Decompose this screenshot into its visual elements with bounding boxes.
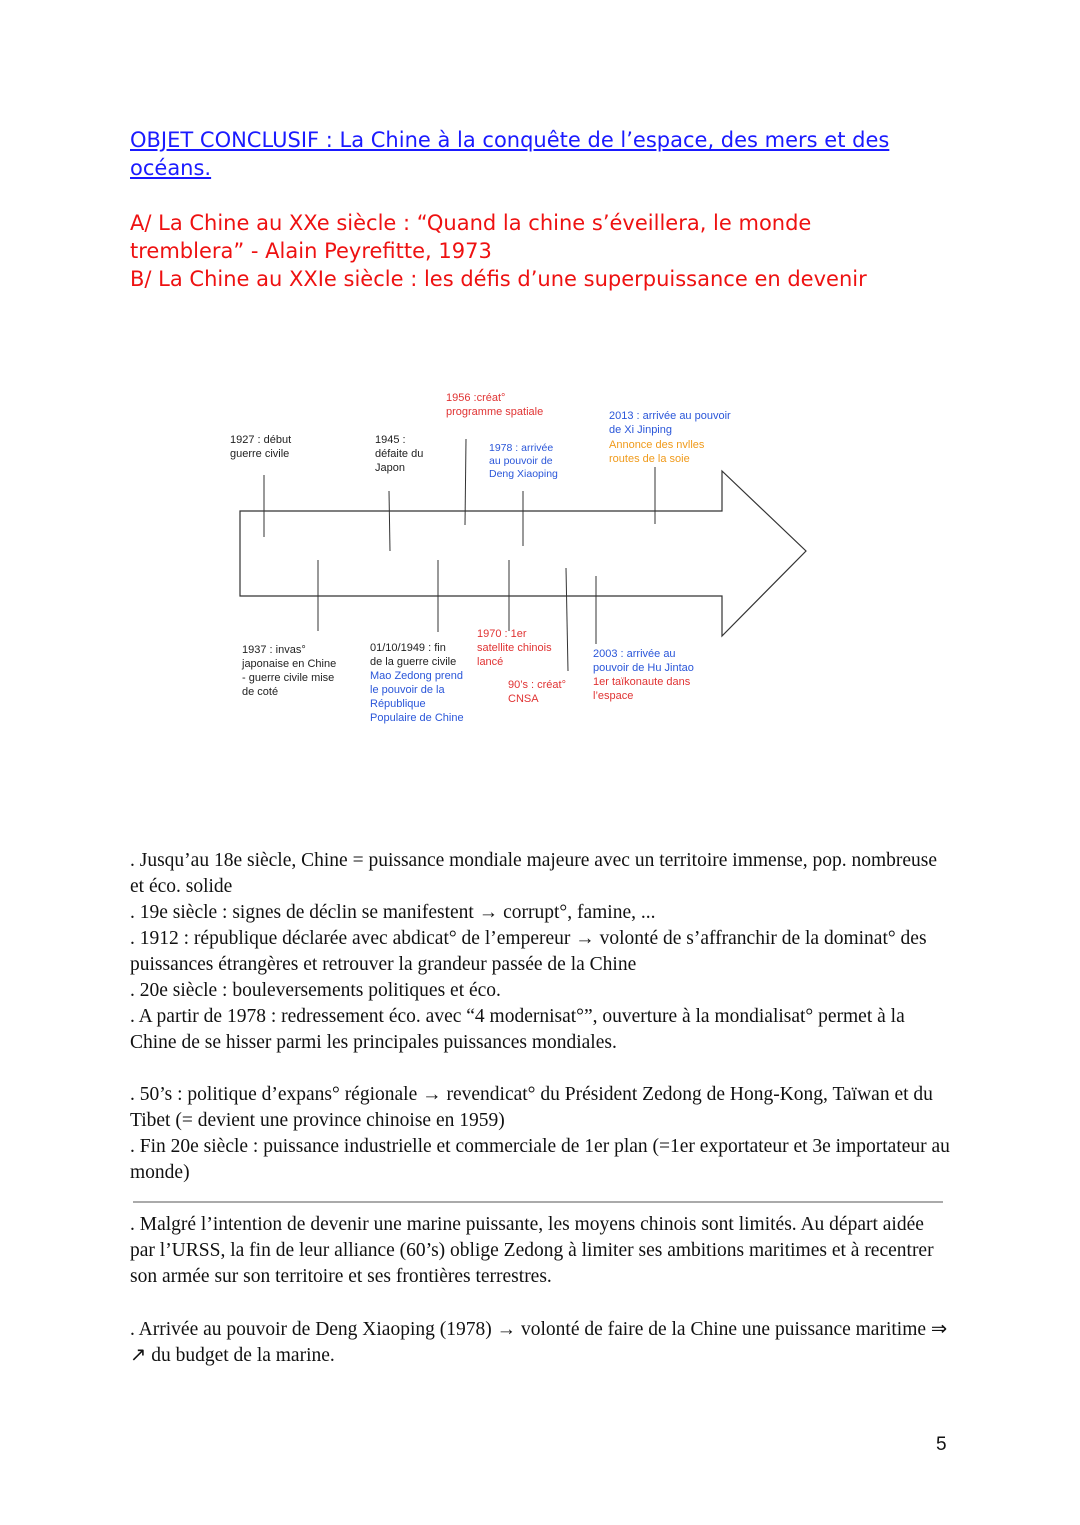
paragraph: . Fin 20e siècle : puissance industrielle et commerciale de 1er plan (=1er exportateur et 3e importateur au monde) [130, 1136, 950, 1183]
section-a-heading-line1: A/ La Chine au XXe siècle : “Quand la chine s’éveillera, le monde [130, 211, 812, 235]
paragraph: . 1912 : république déclarée avec abdicat° de l’empereur → volonté de s’affranchir de la dominat° des puissances étrangères et retrouver la grandeur passée de la Chine [130, 928, 927, 975]
text-block-expansion [130, 1082, 950, 1186]
event-1949-mao: Mao Zedong prend le pouvoir de la République Populaire de Chine [370, 670, 464, 724]
event-1970: 1970 : 1er satellite chinois lancé [477, 628, 552, 668]
event-1945: 1945 : défaite du Japon [375, 434, 424, 474]
tick-90s [566, 568, 568, 671]
page-title: OBJET CONCLUSIF : La Chine à la conquête de l’espace, des mers et des océans. [130, 128, 890, 180]
paragraph: . Malgré l’intention de devenir une marine puissante, les moyens chinois sont limités. Au départ aidée par l’URSS, la fin de leur alliance (60’s) oblige Zedong à limiter ses ambitions maritimes et à recentrer son armée sur son territoire et ses frontières terrestres. [130, 1214, 934, 1287]
section-b-heading: B/ La Chine au XXIe siècle : les défis d’une superpuissance en devenir [130, 267, 867, 291]
paragraph: . 19e siècle : signes de déclin se manifestent → corrupt°, famine, ... [130, 902, 656, 923]
paragraph: . Jusqu’au 18e siècle, Chine = puissance mondiale majeure avec un territoire immense, pop. nombreuse et éco. solide [130, 850, 938, 897]
event-1978: 1978 : arrivée au pouvoir de Deng Xiaoping [489, 442, 558, 480]
tick-1956 [465, 439, 466, 525]
section-headings [130, 209, 950, 293]
paragraph: . 50’s : politique d’expans° régionale → revendicat° du Président Zedong de Hong-Kong, Taïwan et du Tibet (= devient une province chinoise en 1959) [130, 1084, 933, 1131]
paragraph: . A partir de 1978 : redressement éco. avec “4 modernisat°”, ouverture à la mondialisat° permet à la Chine de se hisser parmi les principales puissances mondiales. [130, 1006, 905, 1053]
event-90s: 90’s : créat° CNSA [508, 679, 567, 705]
event-2013: 2013 : arrivée au pouvoir de Xi Jinping [609, 410, 731, 436]
event-2003-taikonaut: 1er taïkonaute dans l’espace [593, 676, 691, 702]
event-1937: 1937 : invas° japonaise en Chine - guerre civile mise de coté [242, 644, 337, 698]
horizontal-divider [133, 1201, 943, 1203]
text-block-navy [130, 1212, 950, 1290]
paragraph: . Arrivée au pouvoir de Deng Xiaoping (1978) → volonté de faire de la Chine une puissance maritime ⇒ ↗ du budget de la marine. [130, 1319, 948, 1366]
text-block-deng [130, 1317, 950, 1369]
tick-1945 [389, 491, 390, 551]
event-2013-silk-roads: Annonce des nvlles routes de la soie [609, 439, 705, 465]
page-number: 5 [936, 1434, 947, 1455]
event-1956: 1956 :créat° programme spatiale [446, 392, 544, 418]
text-block-history [130, 848, 950, 1056]
event-2003: 2003 : arrivée au pouvoir de Hu Jintao [593, 648, 694, 674]
event-1949: 01/10/1949 : fin de la guerre civile [370, 642, 457, 668]
timeline-diagram [220, 385, 820, 735]
paragraph: . 20e siècle : bouleversements politiques et éco. [130, 980, 501, 1001]
section-a-heading-line2: tremblera” - Alain Peyrefitte, 1973 [130, 239, 492, 263]
event-1927: 1927 : début guerre civile [230, 434, 292, 460]
